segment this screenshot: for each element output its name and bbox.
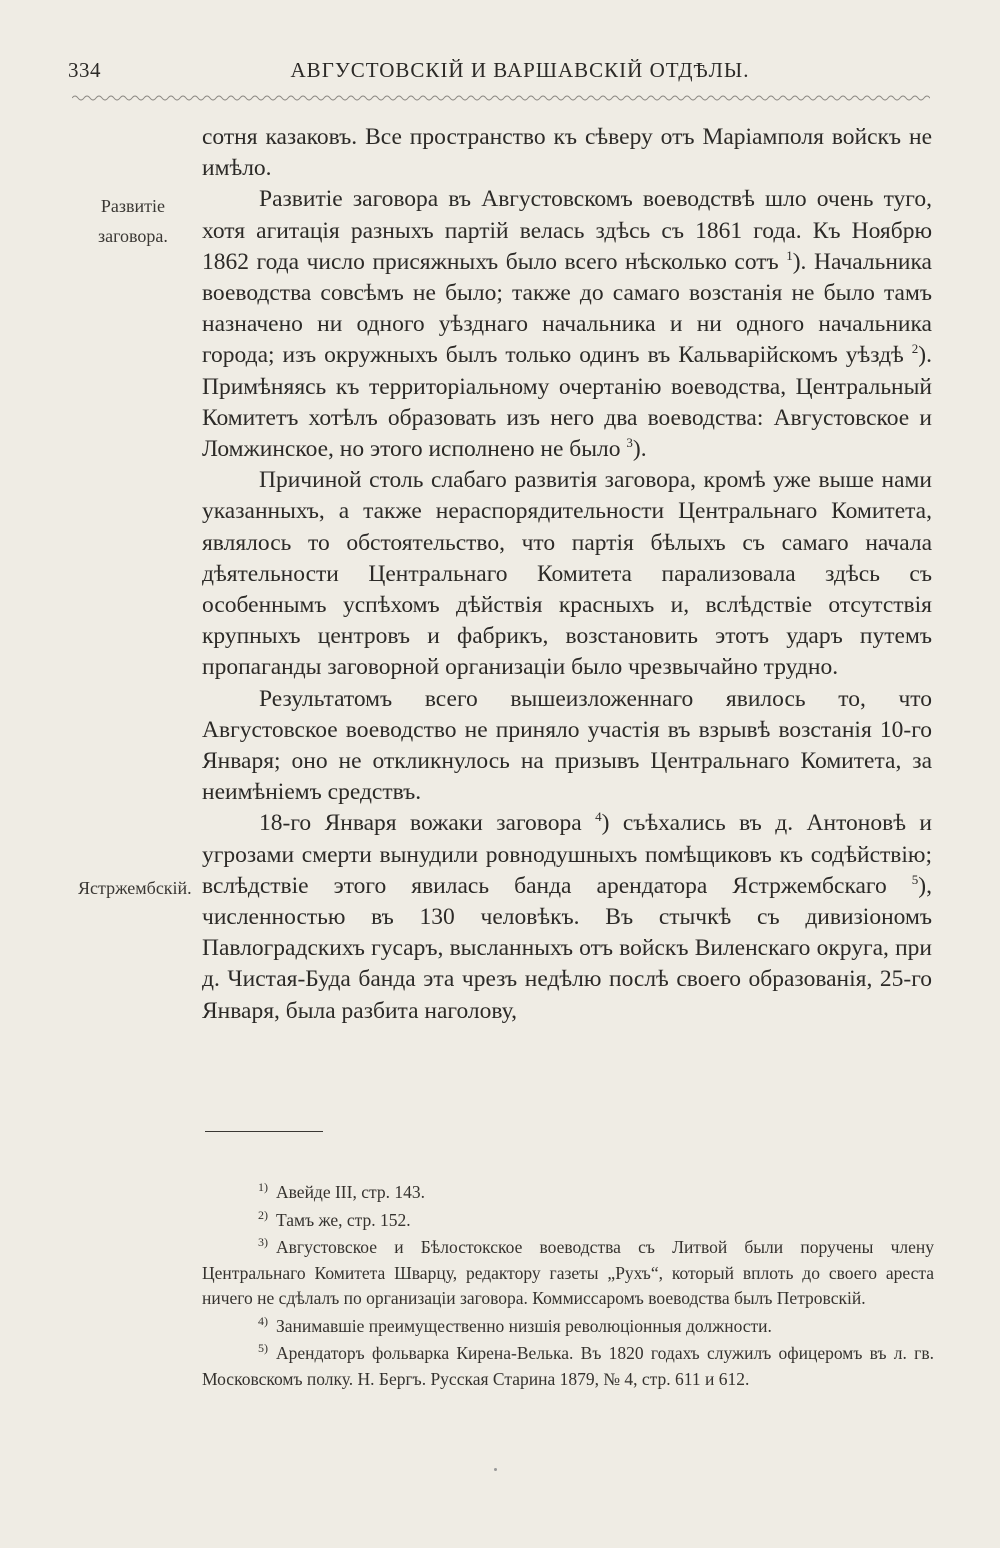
page-number: 334 [68, 58, 101, 82]
footnote-reference: 2 [911, 341, 919, 357]
footnote [202, 1235, 934, 1312]
margin-note-line: Ястржембскій. [78, 878, 192, 898]
body-paragraph: Развитіе заговора въ Августовскомъ воеводствѣ шло очень туго, хотя агитація разныхъ партій велась здѣсь съ 1861 года. Къ Ноябрю 1862 года число присяжныхъ было всего нѣсколько сотъ $^1$). Начальника воеводства совсѣмъ не было; также до самаго возстанія не было тамъ назначено ни одного уѣзднаго начальника и ни одного начальника города; изъ окружныхъ былъ только одинъ въ Кальварійскомъ уѣздѣ $^2$). Примѣняясь къ территоріальному очертанію воеводства, Центральный Комитетъ хотѣлъ образовать изъ него два воеводства: Августовское и Ломжинское, но этого исполнено не было $^3$). [202, 186, 932, 463]
footnote-reference: 1 [786, 247, 793, 263]
page-header [68, 58, 932, 88]
margin-note-jastrzembski [78, 873, 192, 903]
footnote-separator [205, 1131, 323, 1132]
body-paragraph: сотня казаковъ. Все пространство къ сѣверу отъ Маріамполя войскъ не имѣло. [202, 124, 932, 182]
footnote-mark: 4) [258, 1313, 268, 1328]
footnote-text: Авейде III, стр. 143. [276, 1182, 425, 1202]
footnote-reference: 5 [911, 872, 919, 888]
footnote-mark: 5) [258, 1341, 268, 1356]
header-wavy-rule [72, 92, 930, 104]
footnote-mark: 3) [258, 1235, 268, 1250]
footnote-mark: 1) [258, 1180, 268, 1195]
body-paragraph: 18-го Января вожаки заговора $^4$) съѣхались въ д. Антоновѣ и угрозами смерти вынудили ровнодушныхъ помѣщиковъ къ содѣйствію; вслѣдствіе этого явилась банда арендатора Ястржембскаго $^5$), численностью въ 130 человѣкъ. Въ стычкѣ съ дивизіономъ Павлоградскихъ гусаръ, высланныхъ отъ войскъ Виленскаго округа, при д. Чистая-Буда банда эта чрезъ недѣлю послѣ своего образованія, 25-го Января, была разбита наголову, [202, 809, 932, 1024]
footnote-text: Занимавшіе преимущественно низшія революціонныя должности. [276, 1315, 772, 1336]
footnote [202, 1208, 934, 1234]
footnotes [202, 1180, 934, 1394]
footnote-text: Тамъ же, стр. 152. [276, 1209, 411, 1230]
footnote-text: Арендаторъ фольварка Кирена-Велька. Въ 1820 годахъ служилъ офицеромъ въ л. гв. Московскомъ полку. Н. Бергъ. Русская Старина 1879, № 4, стр. 611 и 612. [202, 1343, 934, 1389]
footnote-reference: 4 [595, 809, 602, 825]
footnote [202, 1341, 934, 1392]
margin-note-line: заговора. [98, 226, 168, 246]
body-text [202, 122, 932, 1027]
footnote-reference: 3 [626, 435, 633, 451]
footnote-text: Августовское и Бѣлостокское воеводства съ Литвой были поручены члену Центральнаго Комитета Шварцу, редактору газеты „Рухъ“, который вплоть до своего ареста ничего не сдѣлалъ по организаціи заговора. Коммиссаромъ воеводства былъ Петровскій. [202, 1237, 934, 1308]
footnote [202, 1180, 934, 1206]
footnote-mark: 2) [258, 1207, 268, 1222]
print-speck [494, 1468, 497, 1471]
footnote [202, 1314, 934, 1340]
body-paragraph: Результатомъ всего вышеизложеннаго явилось то, что Августовское воеводство не приняло участія въ взрывѣ возстанія 10-го Января; оно не откликнулось на призывъ Центральнаго Комитета, за неимѣніемъ средствъ. [202, 685, 932, 806]
running-head: АВГУСТОВСКІЙ И ВАРШАВСКІЙ ОТДѢЛЫ. [290, 58, 750, 82]
margin-note-line: Развитіе [100, 196, 165, 216]
body-paragraph: Причиной столь слабаго развитія заговора, кромѣ уже выше нами указанныхъ, а также нераспорядительности Центральнаго Комитета, являлось то обстоятельство, что партія бѣлыхъ съ самаго начала дѣятельности Центральнаго Комитета парализовала здѣсь съ особеннымъ успѣхомъ дѣйствія красныхъ и, вслѣдствіе отсутствія крупныхъ центровъ и фабрикъ, возстановить этотъ ударъ путемъ пропаганды заговорной организаціи было чрезвычайно трудно. [202, 467, 932, 681]
margin-note-development [98, 191, 168, 251]
